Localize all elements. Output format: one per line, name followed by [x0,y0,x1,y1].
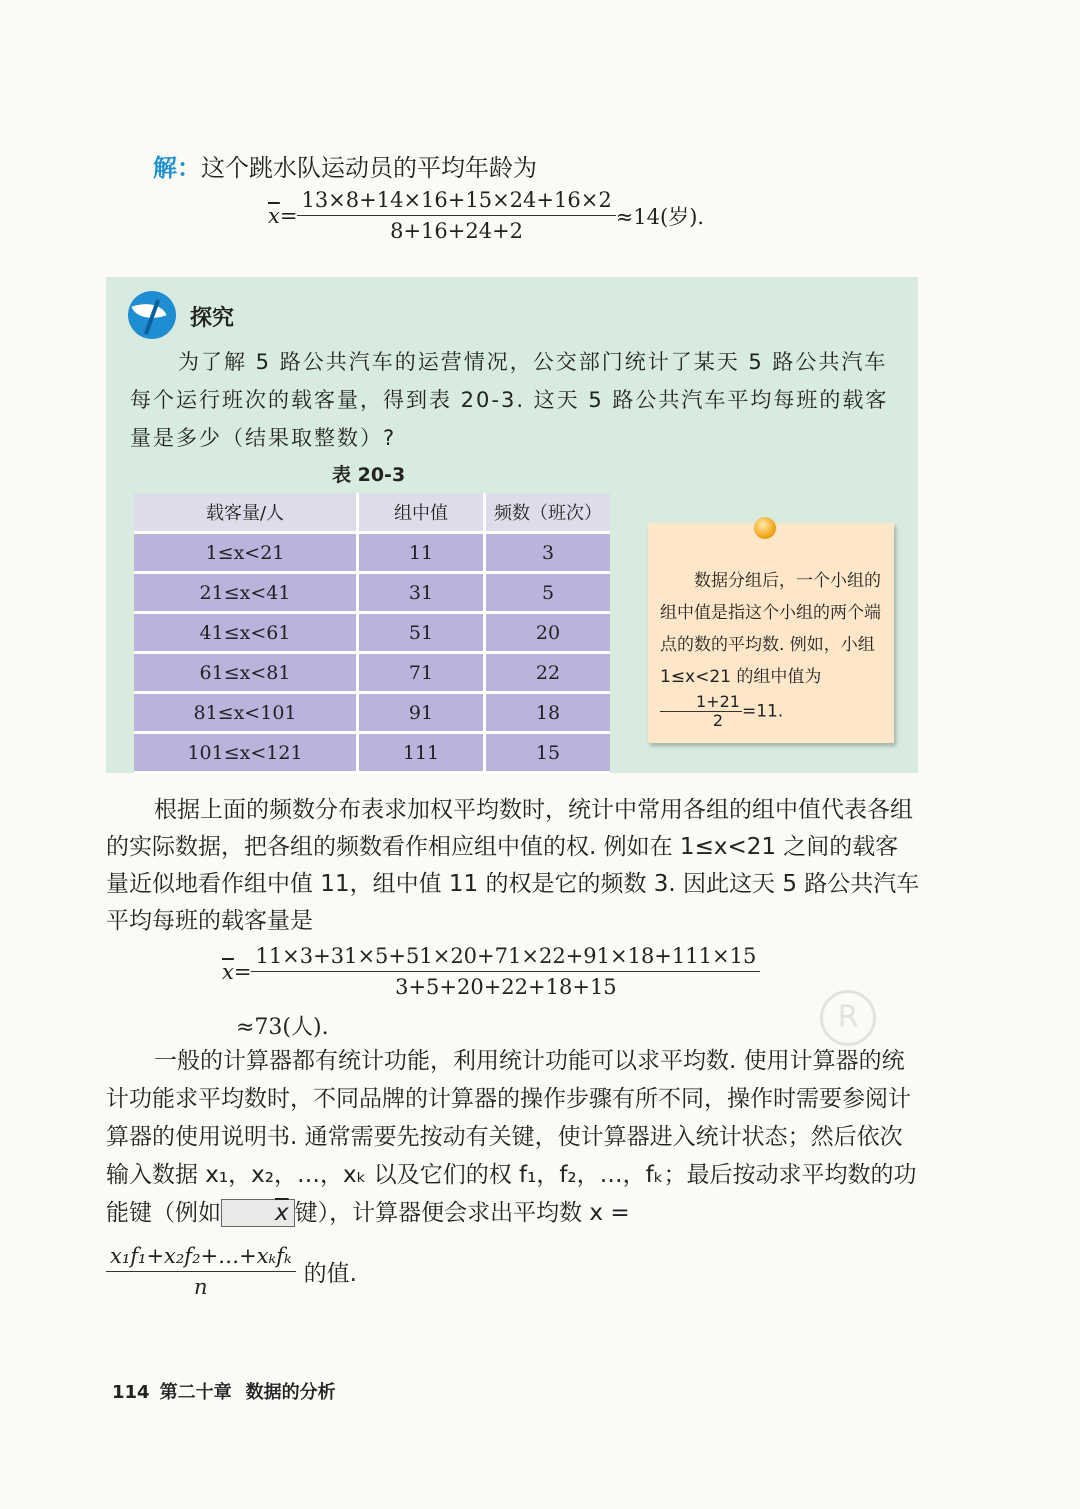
table-cell: 111 [358,733,485,773]
table-cell: 15 [485,733,611,773]
sticky-note [648,523,894,743]
table-row [134,653,610,693]
xbar-symbol: $\overline{x}$ [268,203,280,228]
body-text-1: 根据上面的频数分布表求加权平均数时，统计中常用各组的组中值代表各组的实际数据，把各组的频数看作相应组中值的权. 例如在 1≤x<21 之间的载客量近似地看作组中值 11，组中值 11 的权是它的频数 3. 因此这天 5 路公共汽车平均每班的载客量是 [106,797,920,934]
table-cell: 5 [485,573,611,613]
chapter-label: 第二十章 [159,1382,232,1403]
header-passengers: 载客量/人 [134,493,358,533]
table-cell: 71 [358,653,485,693]
table-cell: 1≤x<21 [134,533,358,573]
note-frac-den: 2 [712,711,724,730]
general-numerator: x₁f₁+x₂f₂+…+xₖfₖ [106,1244,296,1272]
note-frac-num: 1+21 [660,693,742,712]
explore-icon [128,291,176,339]
header-frequency: 频数（班次） [485,493,611,533]
table-row [134,693,610,733]
mean-key-icon: $\overline{x}$ [221,1199,295,1227]
table-cell: 11 [358,533,485,573]
section-label: 数据的分析 [245,1382,336,1403]
header-midpoint: 组中值 [358,493,485,533]
solution-line [153,148,537,183]
page-number: 114 [112,1382,150,1403]
explore-title: 探究 [190,306,235,331]
passenger-result: ≈73(人). [236,1015,329,1040]
registered-mark: R [820,990,876,1046]
passenger-fraction [251,944,760,999]
table-cell: 51 [358,613,485,653]
equals-sign: = [279,203,298,228]
table-row [134,573,610,613]
table-cell: 22 [485,653,611,693]
mean-age-formula [268,188,704,243]
solution-text: 这个跳水队运动员的平均年龄为 [201,154,537,182]
age-result: ≈14(岁). [615,204,705,229]
page-footer [112,1378,336,1404]
table-cell: 31 [358,573,485,613]
general-fraction [106,1244,296,1299]
table-row [134,733,610,773]
table-cell: 3 [485,533,611,573]
age-denominator: 8+16+24+2 [390,219,524,243]
general-tail: 的值. [303,1261,357,1287]
table-row [134,533,610,573]
body-text-2 [106,1042,920,1232]
table-cell: 20 [485,613,611,653]
table-cell: 81≤x<101 [134,693,358,733]
equals-sign: = [233,959,252,984]
table-cell: 101≤x<121 [134,733,358,773]
solution-label: 解： [153,154,201,182]
table-cell: 91 [358,693,485,733]
table-cell: 41≤x<61 [134,613,358,653]
general-denominator: n [194,1275,208,1299]
frequency-table [134,493,610,774]
explore-question [130,343,900,457]
age-numerator: 13×8+14×16+15×24+16×2 [297,188,615,216]
table-caption: 表 20-3 [332,464,406,486]
pushpin-icon [754,517,776,539]
explore-box [106,277,918,773]
note-tail: =11. [741,701,784,722]
body-paragraph-2 [106,1042,920,1232]
passenger-denominator: 3+5+20+22+18+15 [395,975,617,999]
table-cell: 61≤x<81 [134,653,358,693]
passenger-numerator: 11×3+31×5+51×20+71×22+91×18+111×15 [251,944,760,972]
age-fraction [297,188,615,243]
explore-paragraph: 为了解 5 路公共汽车的运营情况，公交部门统计了某天 5 路公共汽车每个运行班次的载客量，得到表 20-3. 这天 5 路公共汽车平均每班的载客量是多少（结果取整数）? [130,350,889,450]
note-fraction [660,693,742,730]
note-body: 数据分组后，一个小组的组中值是指这个小组的两个端点的数的平均数. 例如，小组 1≤x<21 的组中值为 [660,571,881,687]
table-cell: 21≤x<41 [134,573,358,613]
body-text-2-part1: 一般的计算器都有统计功能，利用统计功能可以求平均数. 使用计算器的统计功能求平均数时，不同品牌的计算器的操作步骤有所不同，操作时需要参阅计算器的使用说明书. 通常需要先按动有关键，使计算器进入统计状态；然后依次输入数据 x₁，x₂，…，xₖ 以及它们的权 f₁，f₂，…，fₖ；最后按动求平均数的功能键（例如 [106,1048,917,1226]
body-paragraph-1 [106,792,920,940]
table-cell: 18 [485,693,611,733]
general-mean-formula [106,1244,357,1299]
xbar-symbol: $\overline{x}$ [222,959,234,984]
body-text-2-part2: 键），计算器便会求出平均数 x = [294,1200,630,1226]
mean-passengers-formula [222,944,760,999]
table-header-row [134,493,610,533]
table-row [134,613,610,653]
note-text [660,565,888,730]
